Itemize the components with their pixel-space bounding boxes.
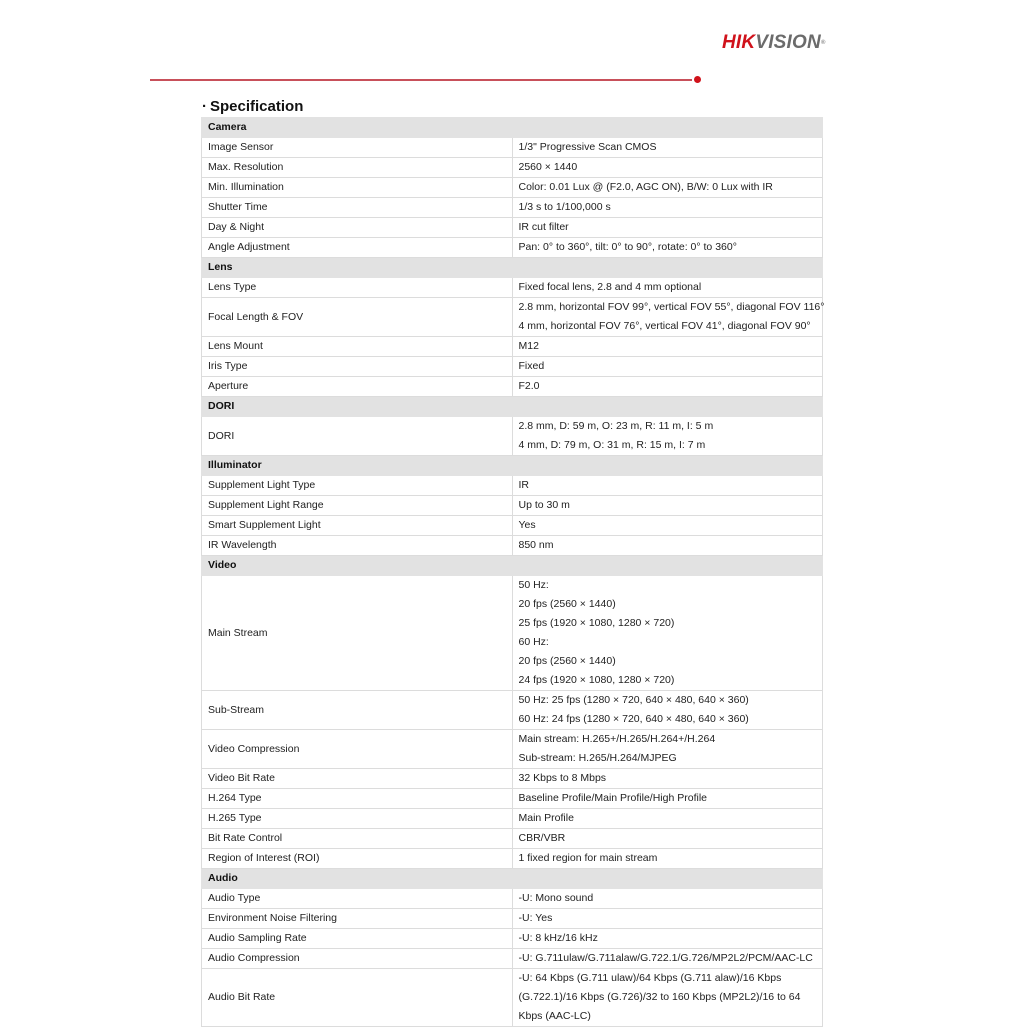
spec-value-line: IR cut filter xyxy=(518,221,569,233)
spec-label: Video Bit Rate xyxy=(202,769,513,789)
spec-value-line: 850 nm xyxy=(518,539,554,551)
spec-value-line: Color: 0.01 Lux @ (F2.0, AGC ON), B/W: 0 Lux with IR xyxy=(518,181,773,193)
spec-value-line: Sub-stream: H.265/H.264/MJPEG xyxy=(518,752,677,764)
table-row xyxy=(202,730,823,769)
header-divider-line xyxy=(150,79,692,81)
spec-label: H.264 Type xyxy=(202,789,513,809)
table-row xyxy=(202,969,823,1027)
spec-value xyxy=(512,218,823,238)
spec-value xyxy=(512,298,823,337)
spec-label: Image Sensor xyxy=(202,138,513,158)
spec-value-line: 32 Kbps to 8 Mbps xyxy=(518,772,607,784)
registered-mark-icon: ® xyxy=(820,40,826,46)
spec-value xyxy=(512,516,823,536)
spec-label: Iris Type xyxy=(202,357,513,377)
section-title: Camera xyxy=(202,118,823,138)
logo-vision-text: VISION xyxy=(755,32,821,53)
spec-value-line: 2560 × 1440 xyxy=(518,161,578,173)
table-row xyxy=(202,691,823,730)
table-row xyxy=(202,496,823,516)
spec-value xyxy=(512,278,823,298)
spec-value-line: -U: 64 Kbps (G.711 ulaw)/64 Kbps (G.711 alaw)/16 Kbps (G.722.1)/16 Kbps (G.726)/32 to 160 Kbps (MP2L2)/16 to 64 Kbps (AAC-LC) xyxy=(518,972,801,1022)
spec-value xyxy=(512,476,823,496)
spec-value-line: 50 Hz: xyxy=(518,579,549,591)
specification-table-body xyxy=(202,118,823,1027)
table-row xyxy=(202,417,823,456)
page-title xyxy=(202,98,303,116)
spec-label: Bit Rate Control xyxy=(202,829,513,849)
hikvision-logo xyxy=(722,32,826,54)
spec-value xyxy=(512,337,823,357)
spec-value-line: F2.0 xyxy=(518,380,540,392)
table-row xyxy=(202,789,823,809)
table-row xyxy=(202,769,823,789)
spec-value-line: Pan: 0° to 360°, tilt: 0° to 90°, rotate: 0° to 360° xyxy=(518,241,737,253)
spec-value-line: 2.8 mm, horizontal FOV 99°, vertical FOV 55°, diagonal FOV 116° xyxy=(518,301,825,313)
table-row xyxy=(202,809,823,829)
section-header-audio xyxy=(202,869,823,889)
spec-value xyxy=(512,198,823,218)
spec-value xyxy=(512,138,823,158)
spec-value-line: Fixed focal lens, 2.8 and 4 mm optional xyxy=(518,281,702,293)
spec-label: Angle Adjustment xyxy=(202,238,513,258)
spec-label: Max. Resolution xyxy=(202,158,513,178)
table-row xyxy=(202,138,823,158)
spec-label: Min. Illumination xyxy=(202,178,513,198)
spec-label: Region of Interest (ROI) xyxy=(202,849,513,869)
section-header-camera xyxy=(202,118,823,138)
spec-value-line: -U: 8 kHz/16 kHz xyxy=(518,932,598,944)
table-row xyxy=(202,909,823,929)
spec-value xyxy=(512,969,823,1027)
spec-value-line: Main Profile xyxy=(518,812,574,824)
spec-value-line: CBR/VBR xyxy=(518,832,566,844)
table-row xyxy=(202,178,823,198)
table-row xyxy=(202,536,823,556)
section-header-lens xyxy=(202,258,823,278)
spec-label: Aperture xyxy=(202,377,513,397)
spec-label: DORI xyxy=(202,417,513,456)
specification-table xyxy=(201,117,823,1027)
section-title: DORI xyxy=(202,397,823,417)
spec-value xyxy=(512,496,823,516)
spec-value-line: Fixed xyxy=(518,360,545,372)
table-row xyxy=(202,849,823,869)
spec-value xyxy=(512,536,823,556)
spec-value-line: 20 fps (2560 × 1440) xyxy=(518,655,616,667)
spec-value-line: 20 fps (2560 × 1440) xyxy=(518,598,616,610)
spec-label: Supplement Light Range xyxy=(202,496,513,516)
logo-hik-text: HIK xyxy=(722,32,756,53)
table-row xyxy=(202,158,823,178)
spec-label: Shutter Time xyxy=(202,198,513,218)
table-row xyxy=(202,576,823,691)
spec-value-line: 1 fixed region for main stream xyxy=(518,852,658,864)
title-text: Specification xyxy=(210,98,304,115)
spec-label: Main Stream xyxy=(202,576,513,691)
table-row xyxy=(202,357,823,377)
spec-value xyxy=(512,158,823,178)
spec-label: IR Wavelength xyxy=(202,536,513,556)
table-row xyxy=(202,929,823,949)
table-row xyxy=(202,238,823,258)
table-row xyxy=(202,829,823,849)
spec-value-line: 2.8 mm, D: 59 m, O: 23 m, R: 11 m, I: 5 m xyxy=(518,420,714,432)
spec-label: Environment Noise Filtering xyxy=(202,909,513,929)
spec-value xyxy=(512,417,823,456)
spec-label: Lens Mount xyxy=(202,337,513,357)
table-row xyxy=(202,949,823,969)
spec-label: Lens Type xyxy=(202,278,513,298)
spec-value xyxy=(512,730,823,769)
spec-value-line: Main stream: H.265+/H.265/H.264+/H.264 xyxy=(518,733,716,745)
spec-value-line: 24 fps (1920 × 1080, 1280 × 720) xyxy=(518,674,675,686)
spec-value-line: 25 fps (1920 × 1080, 1280 × 720) xyxy=(518,617,675,629)
spec-label: Audio Type xyxy=(202,889,513,909)
table-row xyxy=(202,516,823,536)
spec-value xyxy=(512,829,823,849)
spec-value-line: -U: G.711ulaw/G.711alaw/G.722.1/G.726/MP2L2/PCM/AAC-LC xyxy=(518,952,813,964)
spec-value-line: -U: Mono sound xyxy=(518,892,594,904)
section-title: Lens xyxy=(202,258,823,278)
spec-value xyxy=(512,357,823,377)
spec-value xyxy=(512,377,823,397)
spec-value-line: 4 mm, horizontal FOV 76°, vertical FOV 41°, diagonal FOV 90° xyxy=(518,320,811,332)
spec-label: Audio Sampling Rate xyxy=(202,929,513,949)
section-title: Audio xyxy=(202,869,823,889)
spec-value xyxy=(512,949,823,969)
spec-label: Video Compression xyxy=(202,730,513,769)
spec-value-line: 4 mm, D: 79 m, O: 31 m, R: 15 m, I: 7 m xyxy=(518,439,706,451)
section-header-dori xyxy=(202,397,823,417)
spec-value-line: 60 Hz: xyxy=(518,636,549,648)
table-row xyxy=(202,278,823,298)
spec-label: H.265 Type xyxy=(202,809,513,829)
table-row xyxy=(202,298,823,337)
table-row xyxy=(202,889,823,909)
spec-label: Focal Length & FOV xyxy=(202,298,513,337)
spec-value-line: -U: Yes xyxy=(518,912,553,924)
section-header-video xyxy=(202,556,823,576)
spec-label: Audio Compression xyxy=(202,949,513,969)
spec-value-line: Up to 30 m xyxy=(518,499,570,511)
table-row xyxy=(202,198,823,218)
spec-value-line: IR xyxy=(518,479,529,491)
spec-value xyxy=(512,238,823,258)
spec-value-line: 50 Hz: 25 fps (1280 × 720, 640 × 480, 640 × 360) xyxy=(518,694,749,706)
table-row xyxy=(202,337,823,357)
spec-value-line: 1/3 s to 1/100,000 s xyxy=(518,201,611,213)
section-title: Video xyxy=(202,556,823,576)
spec-value xyxy=(512,929,823,949)
spec-value xyxy=(512,909,823,929)
table-row xyxy=(202,218,823,238)
title-bullet-icon: · xyxy=(202,98,207,115)
section-title: Illuminator xyxy=(202,456,823,476)
section-header-illuminator xyxy=(202,456,823,476)
spec-value xyxy=(512,889,823,909)
spec-value-line: Baseline Profile/Main Profile/High Profile xyxy=(518,792,708,804)
spec-value xyxy=(512,849,823,869)
spec-label: Sub-Stream xyxy=(202,691,513,730)
table-row xyxy=(202,377,823,397)
spec-label: Supplement Light Type xyxy=(202,476,513,496)
spec-label: Smart Supplement Light xyxy=(202,516,513,536)
table-row xyxy=(202,476,823,496)
spec-value xyxy=(512,789,823,809)
spec-value xyxy=(512,576,823,691)
spec-label: Day & Night xyxy=(202,218,513,238)
header-divider-dot-icon xyxy=(694,76,701,83)
spec-value-line: M12 xyxy=(518,340,539,352)
spec-label: Audio Bit Rate xyxy=(202,969,513,1027)
spec-value-line: 60 Hz: 24 fps (1280 × 720, 640 × 480, 640 × 360) xyxy=(518,713,749,725)
spec-value-line: 1/3" Progressive Scan CMOS xyxy=(518,141,657,153)
spec-value xyxy=(512,178,823,198)
spec-value xyxy=(512,691,823,730)
spec-value-line: Yes xyxy=(518,519,536,531)
spec-value xyxy=(512,769,823,789)
spec-value xyxy=(512,809,823,829)
